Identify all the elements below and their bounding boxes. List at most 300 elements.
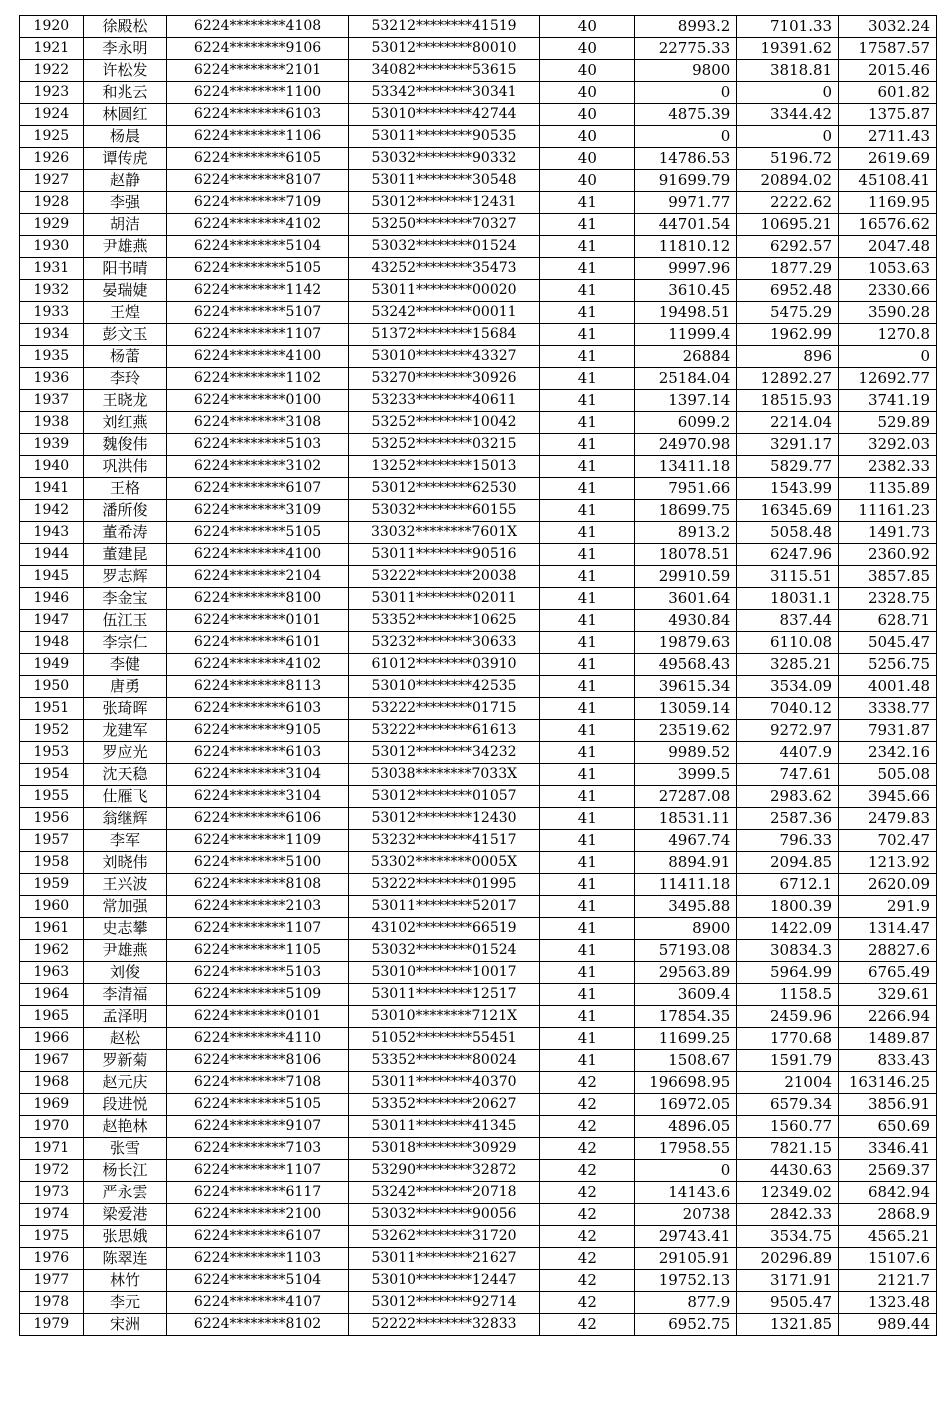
table-row <box>20 16 937 38</box>
group-cell: 42 <box>540 1138 635 1160</box>
row-number-cell: 1968 <box>20 1072 84 1094</box>
amount-cell-2: 4407.9 <box>737 742 839 764</box>
name-cell: 许松发 <box>83 60 167 82</box>
id-number-cell: 53038********7033X <box>348 764 540 786</box>
table-row <box>20 38 937 60</box>
row-number-cell: 1930 <box>20 236 84 258</box>
id-number-cell: 53212********41519 <box>348 16 540 38</box>
table-row <box>20 1116 937 1138</box>
id-number-cell: 53012********34232 <box>348 742 540 764</box>
table-row <box>20 1204 937 1226</box>
id-number-cell: 53252********03215 <box>348 434 540 456</box>
id-number-cell: 53010********12447 <box>348 1270 540 1292</box>
card-number-cell: 6224********6103 <box>167 104 348 126</box>
amount-cell-1: 25184.04 <box>635 368 737 390</box>
group-cell: 41 <box>540 478 635 500</box>
row-number-cell: 1970 <box>20 1116 84 1138</box>
table-row <box>20 500 937 522</box>
amount-cell-2: 2222.62 <box>737 192 839 214</box>
amount-cell-2: 1800.39 <box>737 896 839 918</box>
group-cell: 41 <box>540 742 635 764</box>
amount-cell-1: 8913.2 <box>635 522 737 544</box>
row-number-cell: 1951 <box>20 698 84 720</box>
id-number-cell: 53352********80024 <box>348 1050 540 1072</box>
amount-cell-1: 18699.75 <box>635 500 737 522</box>
amount-cell-1: 14143.6 <box>635 1182 737 1204</box>
amount-cell-3: 3945.66 <box>839 786 937 808</box>
id-number-cell: 53011********21627 <box>348 1248 540 1270</box>
name-cell: 梁爱港 <box>83 1204 167 1226</box>
amount-cell-3: 3856.91 <box>839 1094 937 1116</box>
name-cell: 彭文玉 <box>83 324 167 346</box>
name-cell: 阳书晴 <box>83 258 167 280</box>
amount-cell-3: 2868.9 <box>839 1204 937 1226</box>
name-cell: 巩洪伟 <box>83 456 167 478</box>
id-number-cell: 43102********66519 <box>348 918 540 940</box>
amount-cell-3: 1314.47 <box>839 918 937 940</box>
card-number-cell: 6224********5104 <box>167 1270 348 1292</box>
table-row <box>20 434 937 456</box>
table-body <box>20 16 937 1336</box>
row-number-cell: 1928 <box>20 192 84 214</box>
card-number-cell: 6224********1107 <box>167 324 348 346</box>
amount-cell-1: 3495.88 <box>635 896 737 918</box>
amount-cell-2: 16345.69 <box>737 500 839 522</box>
table-row <box>20 258 937 280</box>
row-number-cell: 1949 <box>20 654 84 676</box>
amount-cell-3: 3590.28 <box>839 302 937 324</box>
name-cell: 陈翠连 <box>83 1248 167 1270</box>
amount-cell-2: 1560.77 <box>737 1116 839 1138</box>
amount-cell-2: 3818.81 <box>737 60 839 82</box>
amount-cell-1: 57193.08 <box>635 940 737 962</box>
table-row <box>20 368 937 390</box>
amount-cell-3: 989.44 <box>839 1314 937 1336</box>
card-number-cell: 6224********8107 <box>167 170 348 192</box>
name-cell: 王兴波 <box>83 874 167 896</box>
amount-cell-3: 1213.92 <box>839 852 937 874</box>
row-number-cell: 1973 <box>20 1182 84 1204</box>
card-number-cell: 6224********4100 <box>167 544 348 566</box>
amount-cell-3: 16576.62 <box>839 214 937 236</box>
table-row <box>20 1182 937 1204</box>
id-number-cell: 53342********30341 <box>348 82 540 104</box>
row-number-cell: 1947 <box>20 610 84 632</box>
card-number-cell: 6224********5103 <box>167 434 348 456</box>
group-cell: 41 <box>540 830 635 852</box>
id-number-cell: 43252********35473 <box>348 258 540 280</box>
table-row <box>20 170 937 192</box>
card-number-cell: 6224********2100 <box>167 1204 348 1226</box>
name-cell: 刘俊 <box>83 962 167 984</box>
amount-cell-2: 3344.42 <box>737 104 839 126</box>
table-row <box>20 1072 937 1094</box>
table-row <box>20 104 937 126</box>
table-row <box>20 896 937 918</box>
amount-cell-2: 5964.99 <box>737 962 839 984</box>
group-cell: 40 <box>540 104 635 126</box>
amount-cell-2: 6292.57 <box>737 236 839 258</box>
row-number-cell: 1969 <box>20 1094 84 1116</box>
card-number-cell: 6224********3104 <box>167 764 348 786</box>
group-cell: 41 <box>540 456 635 478</box>
name-cell: 罗应光 <box>83 742 167 764</box>
id-number-cell: 53010********43327 <box>348 346 540 368</box>
group-cell: 41 <box>540 412 635 434</box>
amount-cell-3: 2711.43 <box>839 126 937 148</box>
row-number-cell: 1967 <box>20 1050 84 1072</box>
row-number-cell: 1963 <box>20 962 84 984</box>
amount-cell-2: 9272.97 <box>737 720 839 742</box>
amount-cell-3: 17587.57 <box>839 38 937 60</box>
amount-cell-1: 19752.13 <box>635 1270 737 1292</box>
amount-cell-3: 2479.83 <box>839 808 937 830</box>
amount-cell-1: 24970.98 <box>635 434 737 456</box>
group-cell: 41 <box>540 676 635 698</box>
row-number-cell: 1977 <box>20 1270 84 1292</box>
amount-cell-3: 11161.23 <box>839 500 937 522</box>
id-number-cell: 33032********7601X <box>348 522 540 544</box>
name-cell: 尹雄燕 <box>83 940 167 962</box>
amount-cell-1: 196698.95 <box>635 1072 737 1094</box>
card-number-cell: 6224********4100 <box>167 346 348 368</box>
amount-cell-2: 3291.17 <box>737 434 839 456</box>
card-number-cell: 6224********2104 <box>167 566 348 588</box>
amount-cell-1: 29743.41 <box>635 1226 737 1248</box>
group-cell: 41 <box>540 302 635 324</box>
amount-cell-2: 3171.91 <box>737 1270 839 1292</box>
amount-cell-1: 29910.59 <box>635 566 737 588</box>
row-number-cell: 1938 <box>20 412 84 434</box>
amount-cell-1: 44701.54 <box>635 214 737 236</box>
group-cell: 41 <box>540 698 635 720</box>
id-number-cell: 53262********31720 <box>348 1226 540 1248</box>
amount-cell-1: 1397.14 <box>635 390 737 412</box>
card-number-cell: 6224********0100 <box>167 390 348 412</box>
table-row <box>20 60 937 82</box>
data-table <box>19 15 937 1336</box>
amount-cell-1: 19879.63 <box>635 632 737 654</box>
table-row <box>20 918 937 940</box>
group-cell: 42 <box>540 1072 635 1094</box>
amount-cell-3: 1489.87 <box>839 1028 937 1050</box>
card-number-cell: 6224********6101 <box>167 632 348 654</box>
amount-cell-1: 0 <box>635 1160 737 1182</box>
amount-cell-3: 28827.6 <box>839 940 937 962</box>
id-number-cell: 34082********53615 <box>348 60 540 82</box>
amount-cell-1: 18078.51 <box>635 544 737 566</box>
id-number-cell: 53252********10042 <box>348 412 540 434</box>
amount-cell-3: 4001.48 <box>839 676 937 698</box>
group-cell: 41 <box>540 984 635 1006</box>
card-number-cell: 6224********5109 <box>167 984 348 1006</box>
group-cell: 42 <box>540 1116 635 1138</box>
amount-cell-1: 14786.53 <box>635 148 737 170</box>
amount-cell-2: 837.44 <box>737 610 839 632</box>
amount-cell-1: 29563.89 <box>635 962 737 984</box>
amount-cell-2: 2842.33 <box>737 1204 839 1226</box>
group-cell: 41 <box>540 588 635 610</box>
amount-cell-2: 5475.29 <box>737 302 839 324</box>
card-number-cell: 6224********5100 <box>167 852 348 874</box>
card-number-cell: 6224********4108 <box>167 16 348 38</box>
row-number-cell: 1950 <box>20 676 84 698</box>
id-number-cell: 53011********40370 <box>348 1072 540 1094</box>
amount-cell-1: 23519.62 <box>635 720 737 742</box>
amount-cell-3: 3292.03 <box>839 434 937 456</box>
amount-cell-3: 1323.48 <box>839 1292 937 1314</box>
group-cell: 41 <box>540 522 635 544</box>
amount-cell-2: 796.33 <box>737 830 839 852</box>
name-cell: 李军 <box>83 830 167 852</box>
card-number-cell: 6224********6105 <box>167 148 348 170</box>
amount-cell-1: 22775.33 <box>635 38 737 60</box>
name-cell: 伍江玉 <box>83 610 167 632</box>
row-number-cell: 1952 <box>20 720 84 742</box>
group-cell: 40 <box>540 82 635 104</box>
group-cell: 40 <box>540 60 635 82</box>
amount-cell-1: 3609.4 <box>635 984 737 1006</box>
name-cell: 李宗仁 <box>83 632 167 654</box>
table-row <box>20 236 937 258</box>
row-number-cell: 1945 <box>20 566 84 588</box>
amount-cell-3: 702.47 <box>839 830 937 852</box>
amount-cell-3: 2620.09 <box>839 874 937 896</box>
group-cell: 41 <box>540 1006 635 1028</box>
id-number-cell: 51052********55451 <box>348 1028 540 1050</box>
amount-cell-3: 650.69 <box>839 1116 937 1138</box>
name-cell: 尹雄燕 <box>83 236 167 258</box>
name-cell: 龙建军 <box>83 720 167 742</box>
name-cell: 李玲 <box>83 368 167 390</box>
amount-cell-2: 5829.77 <box>737 456 839 478</box>
amount-cell-1: 8900 <box>635 918 737 940</box>
card-number-cell: 6224********1107 <box>167 918 348 940</box>
table-row <box>20 522 937 544</box>
card-number-cell: 6224********2103 <box>167 896 348 918</box>
name-cell: 翁继辉 <box>83 808 167 830</box>
amount-cell-3: 0 <box>839 346 937 368</box>
row-number-cell: 1979 <box>20 1314 84 1336</box>
amount-cell-3: 1135.89 <box>839 478 937 500</box>
name-cell: 李健 <box>83 654 167 676</box>
id-number-cell: 53011********02011 <box>348 588 540 610</box>
group-cell: 41 <box>540 764 635 786</box>
card-number-cell: 6224********4102 <box>167 654 348 676</box>
amount-cell-2: 2587.36 <box>737 808 839 830</box>
card-number-cell: 6224********3108 <box>167 412 348 434</box>
amount-cell-1: 4967.74 <box>635 830 737 852</box>
amount-cell-3: 2330.66 <box>839 280 937 302</box>
name-cell: 张思娥 <box>83 1226 167 1248</box>
group-cell: 41 <box>540 346 635 368</box>
group-cell: 41 <box>540 500 635 522</box>
id-number-cell: 53222********61613 <box>348 720 540 742</box>
amount-cell-2: 7821.15 <box>737 1138 839 1160</box>
id-number-cell: 53270********30926 <box>348 368 540 390</box>
id-number-cell: 53222********20038 <box>348 566 540 588</box>
amount-cell-2: 12349.02 <box>737 1182 839 1204</box>
name-cell: 严永雲 <box>83 1182 167 1204</box>
card-number-cell: 6224********5105 <box>167 1094 348 1116</box>
card-number-cell: 6224********2101 <box>167 60 348 82</box>
group-cell: 42 <box>540 1160 635 1182</box>
name-cell: 晏瑞婕 <box>83 280 167 302</box>
name-cell: 董希涛 <box>83 522 167 544</box>
card-number-cell: 6224********6106 <box>167 808 348 830</box>
id-number-cell: 53222********01995 <box>348 874 540 896</box>
amount-cell-3: 505.08 <box>839 764 937 786</box>
table-row <box>20 764 937 786</box>
amount-cell-3: 329.61 <box>839 984 937 1006</box>
card-number-cell: 6224********1105 <box>167 940 348 962</box>
table-row <box>20 412 937 434</box>
table-row <box>20 984 937 1006</box>
id-number-cell: 53010********10017 <box>348 962 540 984</box>
name-cell: 胡洁 <box>83 214 167 236</box>
amount-cell-3: 833.43 <box>839 1050 937 1072</box>
name-cell: 和兆云 <box>83 82 167 104</box>
group-cell: 41 <box>540 544 635 566</box>
id-number-cell: 53232********41517 <box>348 830 540 852</box>
table-row <box>20 1138 937 1160</box>
amount-cell-2: 2459.96 <box>737 1006 839 1028</box>
amount-cell-2: 896 <box>737 346 839 368</box>
group-cell: 42 <box>540 1226 635 1248</box>
amount-cell-1: 4930.84 <box>635 610 737 632</box>
id-number-cell: 53010********42744 <box>348 104 540 126</box>
amount-cell-3: 1169.95 <box>839 192 937 214</box>
id-number-cell: 53032********01524 <box>348 940 540 962</box>
id-number-cell: 13252********15013 <box>348 456 540 478</box>
row-number-cell: 1920 <box>20 16 84 38</box>
row-number-cell: 1956 <box>20 808 84 830</box>
group-cell: 41 <box>540 1028 635 1050</box>
amount-cell-1: 19498.51 <box>635 302 737 324</box>
table-row <box>20 940 937 962</box>
amount-cell-3: 4565.21 <box>839 1226 937 1248</box>
table-row <box>20 82 937 104</box>
name-cell: 李元 <box>83 1292 167 1314</box>
row-number-cell: 1933 <box>20 302 84 324</box>
row-number-cell: 1944 <box>20 544 84 566</box>
amount-cell-3: 529.89 <box>839 412 937 434</box>
name-cell: 史志攀 <box>83 918 167 940</box>
amount-cell-3: 3032.24 <box>839 16 937 38</box>
row-number-cell: 1927 <box>20 170 84 192</box>
row-number-cell: 1964 <box>20 984 84 1006</box>
amount-cell-2: 1877.29 <box>737 258 839 280</box>
amount-cell-2: 21004 <box>737 1072 839 1094</box>
amount-cell-3: 2015.46 <box>839 60 937 82</box>
name-cell: 赵静 <box>83 170 167 192</box>
group-cell: 41 <box>540 390 635 412</box>
group-cell: 41 <box>540 1050 635 1072</box>
name-cell: 李永明 <box>83 38 167 60</box>
amount-cell-2: 0 <box>737 126 839 148</box>
card-number-cell: 6224********8106 <box>167 1050 348 1072</box>
id-number-cell: 53032********90056 <box>348 1204 540 1226</box>
row-number-cell: 1974 <box>20 1204 84 1226</box>
name-cell: 宋洲 <box>83 1314 167 1336</box>
table-row <box>20 962 937 984</box>
amount-cell-1: 20738 <box>635 1204 737 1226</box>
card-number-cell: 6224********4102 <box>167 214 348 236</box>
group-cell: 41 <box>540 896 635 918</box>
table-row <box>20 1270 937 1292</box>
name-cell: 李强 <box>83 192 167 214</box>
table-row <box>20 830 937 852</box>
group-cell: 40 <box>540 38 635 60</box>
amount-cell-1: 4896.05 <box>635 1116 737 1138</box>
group-cell: 41 <box>540 654 635 676</box>
name-cell: 张雪 <box>83 1138 167 1160</box>
amount-cell-1: 11699.25 <box>635 1028 737 1050</box>
card-number-cell: 6224********6103 <box>167 698 348 720</box>
row-number-cell: 1929 <box>20 214 84 236</box>
amount-cell-3: 2569.37 <box>839 1160 937 1182</box>
amount-cell-2: 1591.79 <box>737 1050 839 1072</box>
name-cell: 刘红燕 <box>83 412 167 434</box>
id-number-cell: 53011********00020 <box>348 280 540 302</box>
table-row <box>20 1248 937 1270</box>
amount-cell-1: 27287.08 <box>635 786 737 808</box>
amount-cell-2: 7040.12 <box>737 698 839 720</box>
amount-cell-2: 5196.72 <box>737 148 839 170</box>
row-number-cell: 1934 <box>20 324 84 346</box>
row-number-cell: 1976 <box>20 1248 84 1270</box>
card-number-cell: 6224********6103 <box>167 742 348 764</box>
row-number-cell: 1962 <box>20 940 84 962</box>
amount-cell-1: 91699.79 <box>635 170 737 192</box>
name-cell: 唐勇 <box>83 676 167 698</box>
id-number-cell: 53012********01057 <box>348 786 540 808</box>
card-number-cell: 6224********3104 <box>167 786 348 808</box>
name-cell: 谭传虎 <box>83 148 167 170</box>
row-number-cell: 1936 <box>20 368 84 390</box>
amount-cell-3: 291.9 <box>839 896 937 918</box>
id-number-cell: 53232********30633 <box>348 632 540 654</box>
row-number-cell: 1925 <box>20 126 84 148</box>
id-number-cell: 53032********90332 <box>348 148 540 170</box>
card-number-cell: 6224********5103 <box>167 962 348 984</box>
table-row <box>20 676 937 698</box>
card-number-cell: 6224********1142 <box>167 280 348 302</box>
row-number-cell: 1966 <box>20 1028 84 1050</box>
amount-cell-1: 3999.5 <box>635 764 737 786</box>
amount-cell-1: 17854.35 <box>635 1006 737 1028</box>
id-number-cell: 53032********01524 <box>348 236 540 258</box>
amount-cell-3: 2382.33 <box>839 456 937 478</box>
card-number-cell: 6224********8108 <box>167 874 348 896</box>
amount-cell-2: 5058.48 <box>737 522 839 544</box>
table-row <box>20 192 937 214</box>
amount-cell-2: 1321.85 <box>737 1314 839 1336</box>
amount-cell-2: 20296.89 <box>737 1248 839 1270</box>
row-number-cell: 1971 <box>20 1138 84 1160</box>
table-row <box>20 280 937 302</box>
group-cell: 42 <box>540 1094 635 1116</box>
row-number-cell: 1957 <box>20 830 84 852</box>
id-number-cell: 53010********7121X <box>348 1006 540 1028</box>
amount-cell-3: 6842.94 <box>839 1182 937 1204</box>
row-number-cell: 1965 <box>20 1006 84 1028</box>
row-number-cell: 1954 <box>20 764 84 786</box>
name-cell: 沈天稳 <box>83 764 167 786</box>
amount-cell-3: 1270.8 <box>839 324 937 346</box>
amount-cell-1: 13059.14 <box>635 698 737 720</box>
amount-cell-2: 3534.09 <box>737 676 839 698</box>
